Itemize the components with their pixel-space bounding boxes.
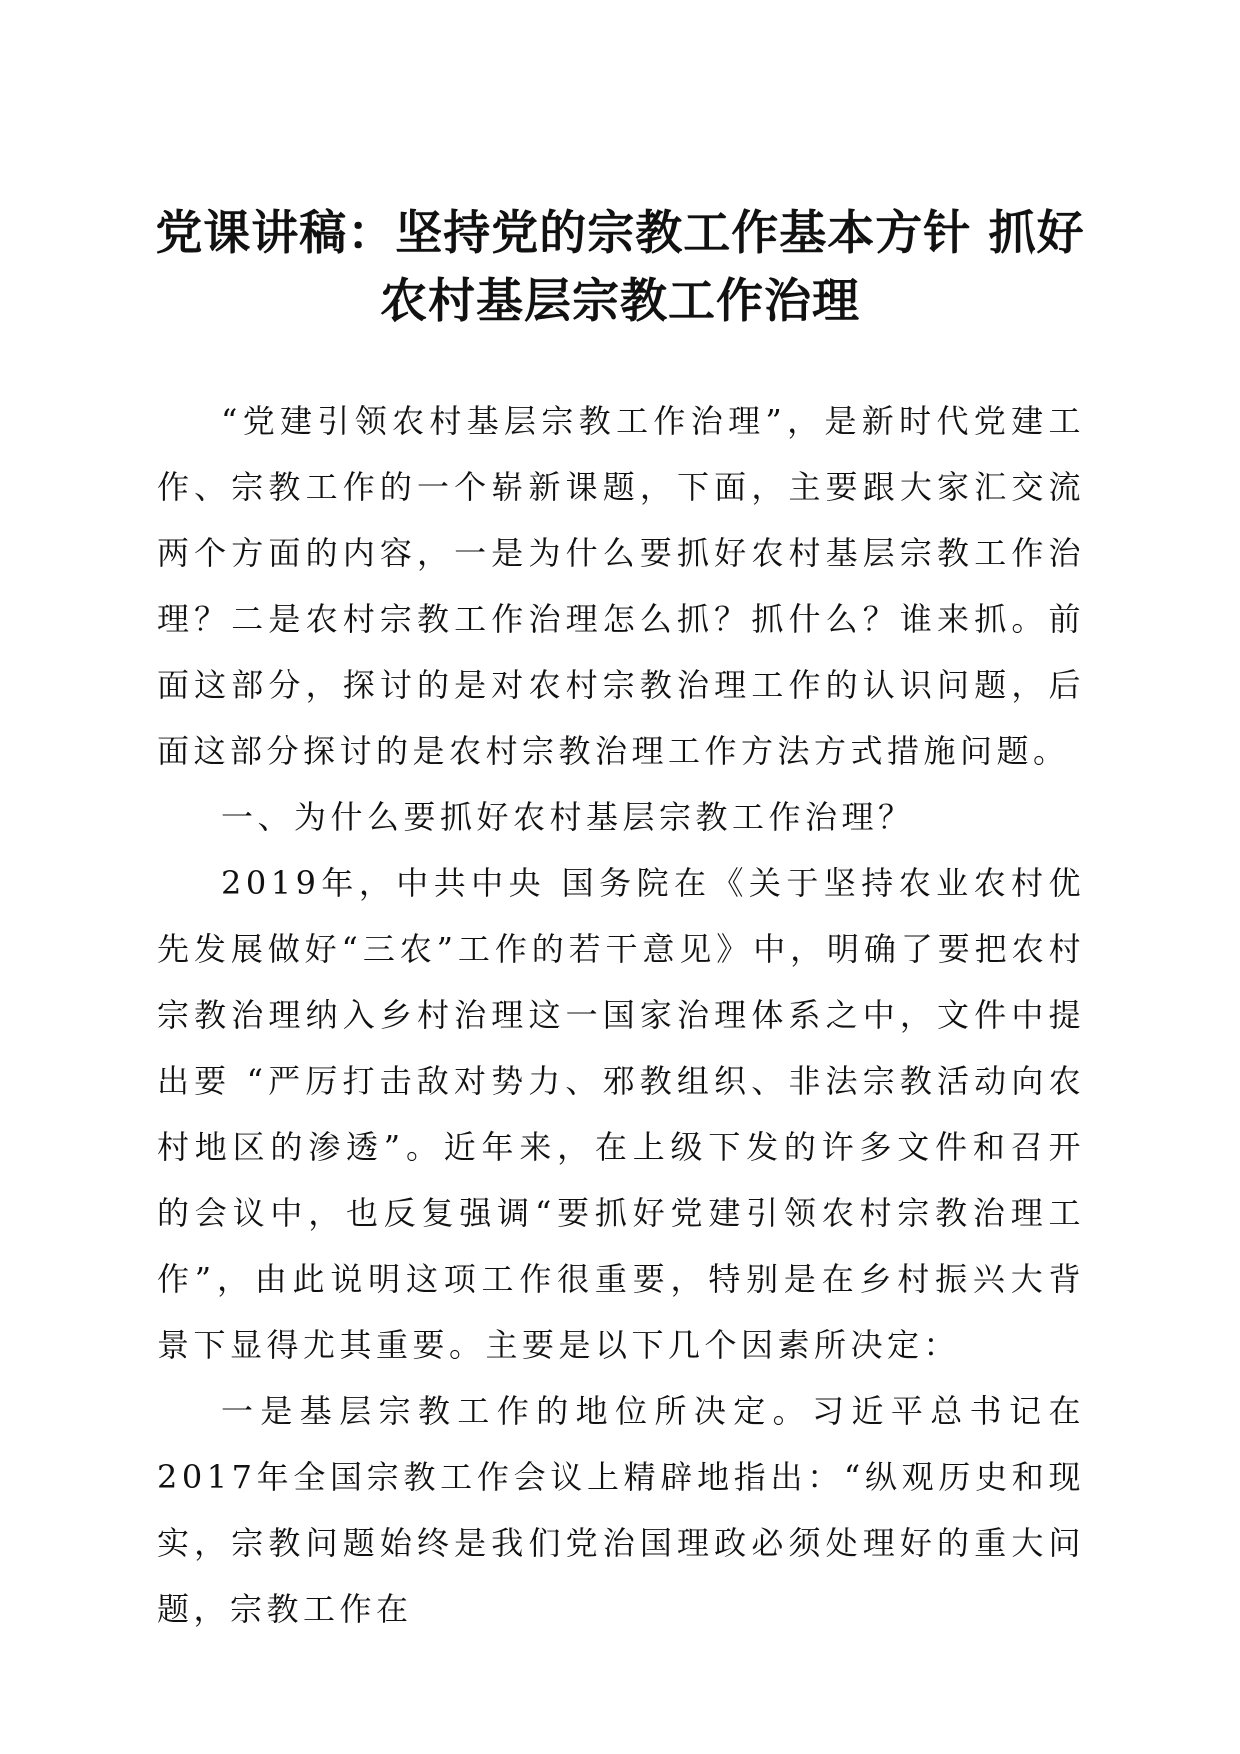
title-line-1: 党课讲稿：坚持党的宗教工作基本方针 抓好 <box>155 206 1085 261</box>
section-heading-1: 一、为什么要抓好农村基层宗教工作治理？ <box>221 798 915 836</box>
paragraph-first-factor: 一是基层宗教工作的地位所决定。习近平总书记在2017年全国宗教工作会议上精辟地指出：“纵观历史和现实，宗教问题始终是我们党治国理政必须处理好的重大问题，宗教工作在 <box>157 1392 1085 1628</box>
document-body <box>157 388 1085 1642</box>
title-line-2: 农村基层宗教工作治理 <box>380 274 860 329</box>
document-title <box>150 200 1090 336</box>
paragraph-2019-policy: 2019年，中共中央 国务院在《关于坚持农业农村优先发展做好“三农”工作的若干意见》中，明确了要把农村宗教治理纳入乡村治理这一国家治理体系之中，文件中提出要 “严厉打击敌对势力、邪教组织、非法宗教活动向农村地区的渗透”。近年来，在上级下发的许多文件和召开的会议中，也反复强调“要抓好党建引领农村宗教治理工作”，由此说明这项工作很重要，特别是在乡村振兴大背景下显得尤其重要。主要是以下几个因素所决定： <box>157 864 1085 1364</box>
paragraph-intro: “党建引领农村基层宗教工作治理”，是新时代党建工作、宗教工作的一个崭新课题，下面，主要跟大家汇交流两个方面的内容，一是为什么要抓好农村基层宗教工作治理？二是农村宗教工作治理怎么抓？抓什么？谁来抓。前面这部分，探讨的是对农村宗教治理工作的认识问题，后面这部分探讨的是农村宗教治理工作方法方式措施问题。 <box>157 402 1085 770</box>
